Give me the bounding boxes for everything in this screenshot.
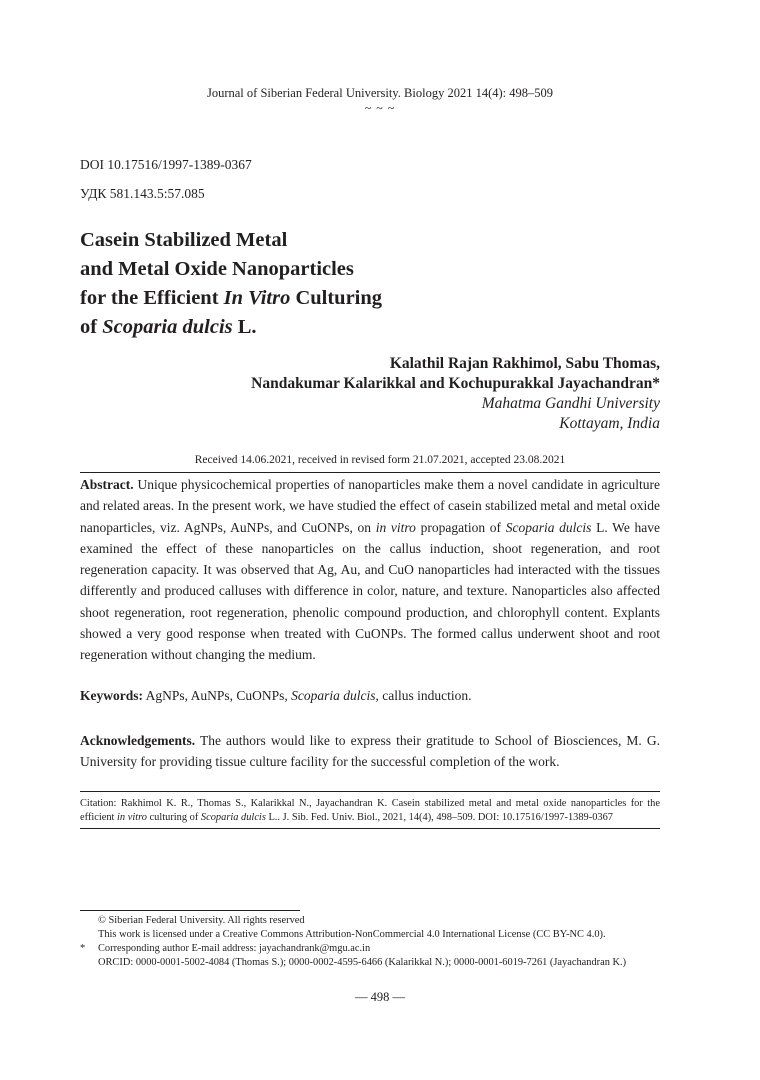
abstract-label: Abstract.: [80, 477, 134, 492]
page-number: — 498 —: [355, 990, 405, 1004]
authors-line-1: Kalathil Rajan Rakhimol, Sabu Thomas,: [389, 355, 660, 372]
abstract: Abstract. Unique physicochemical properties of nanoparticles make them a novel candidate in agriculture and related areas. In the present work, we have studied the effect of casein stabilized metal and metal oxide nanoparticles, viz. AgNPs, AuNPs, and CuONPs, on in vitro propagation of Scoparia dulcis L. We have examined the effect of these nanoparticles on the callus induction, shoot regeneration, and root regeneration capacity. It was observed that Ag, Au, and CuO nanoparticles had interacted with the tissues differently and produced calluses with difference in color, nature, and texture. Nanoparticles also affected shoot regeneration, root regeneration, phenolic compound production, and chlorophyll content. Explants showed a very good response when treated with CuONPs. The formed callus underwent shoot and root regeneration without changing the medium.: [80, 477, 661, 663]
footnote-license: This work is licensed under a Creative Commons Attribution-NonCommercial 4.0 International License (CC BY-NC 4.0).: [98, 929, 606, 940]
title-line-4: of Scoparia dulcis L.: [80, 316, 257, 338]
received-dates: Received 14.06.2021, received in revised form 21.07.2021, accepted 23.08.2021: [194, 454, 566, 466]
authors-block: [251, 354, 660, 434]
title-line-2: and Metal Oxide Nanoparticles: [80, 258, 354, 280]
footnote-star: *: [80, 943, 86, 954]
acknowledgements: Acknowledgements. The authors would like to express their gratitude to School of Biosciences, M. G. University for providing tissue culture facility for the successful completion of the work.: [80, 733, 660, 770]
udk-code: УДК 581.143.5:57.085: [80, 186, 205, 201]
header-separator: ~ ~ ~: [364, 101, 396, 115]
doi: DOI 10.17516/1997-1389-0367: [80, 157, 252, 172]
keywords-label: Keywords:: [80, 688, 143, 703]
citation: Citation: Rakhimol K. R., Thomas S., Kalarikkal N., Jayachandran K. Casein stabilized metal and metal oxide nanoparticles for the efficient in vitro culturing of Scoparia dulcis L.. J. Sib. Fed. Univ. Biol., 2021, 14(4), 498–509. DOI: 10.17516/1997-1389-0367: [80, 798, 660, 823]
affiliation-city: Kottayam, India: [559, 415, 660, 432]
journal-header: Journal of Siberian Federal University. Biology 2021 14(4): 498–509: [206, 86, 553, 100]
divider-top: [80, 472, 660, 473]
authors-line-2: Nandakumar Kalarikkal and Kochupurakkal Jayachandran*: [251, 375, 660, 392]
footnote-copyright: © Siberian Federal University. All rights reserved: [98, 915, 305, 926]
acknowledgements-label: Acknowledgements.: [80, 733, 196, 748]
footnote-rule: [80, 910, 300, 911]
keywords: Keywords: AgNPs, AuNPs, CuONPs, Scoparia dulcis, callus induction.: [80, 688, 472, 703]
title-line-1: Casein Stabilized Metal: [80, 229, 288, 251]
footnote-corresponding: * Corresponding author E-mail address: jayachandrank@mgu.ac.in: [80, 943, 371, 954]
divider-citation-top: [80, 791, 660, 792]
affiliation-university: Mahatma Gandhi University: [481, 395, 660, 412]
footnote-orcid: ORCID: 0000-0001-5002-4084 (Thomas S.); 0000-0002-4595-6466 (Kalarikkal N.); 0000-0001-6019-7261 (Jayachandran K.): [98, 957, 627, 968]
divider-citation-bottom: [80, 828, 660, 829]
article-title: [80, 226, 382, 342]
title-line-3: for the Efficient In Vitro Culturing: [80, 287, 383, 309]
